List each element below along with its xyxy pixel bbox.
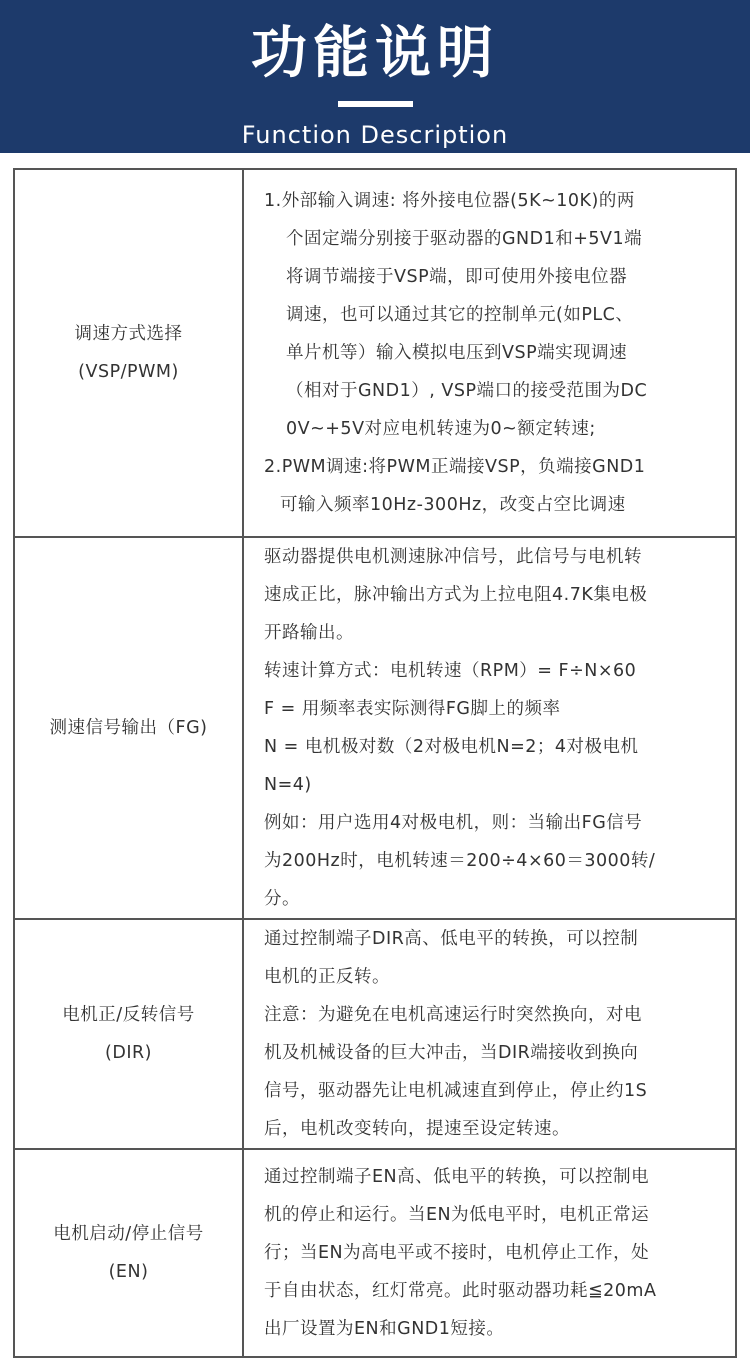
desc-line: 驱动器提供电机测速脉冲信号，此信号与电机转 [264, 547, 642, 567]
row-label [14, 919, 243, 1149]
desc-line: 为200Hz时，电机转速＝200÷4×60＝3000转/ [264, 851, 656, 871]
label-line: (EN) [108, 1262, 149, 1282]
desc-line: 信号，驱动器先让电机减速直到停止，停止约1S [264, 1081, 648, 1101]
table-row [14, 169, 736, 537]
function-table [13, 168, 737, 1358]
desc-line: 机及机械设备的巨大冲击，当DIR端接收到换向 [264, 1043, 639, 1063]
desc-line: F = 用频率表实际测得FG脚上的频率 [264, 699, 561, 719]
row-label [14, 169, 243, 537]
table-row [14, 1149, 736, 1357]
row-label [14, 1149, 243, 1357]
desc-line: 出厂设置为EN和GND1短接。 [264, 1319, 505, 1339]
row-label [14, 537, 243, 919]
desc-line: （相对于GND1）, VSP端口的接受范围为DC [286, 381, 648, 401]
title-divider [338, 101, 413, 107]
desc-line: 单片机等）输入模拟电压到VSP端实现调速 [286, 343, 628, 363]
row-description [243, 537, 736, 919]
label-line: 调速方式选择 [74, 324, 183, 344]
desc-line: 例如：用户选用4对极电机，则：当输出FG信号 [264, 813, 643, 833]
desc-line: 后，电机改变转向，提速至设定转速。 [264, 1119, 570, 1139]
label-line: 电机启动/停止信号 [53, 1224, 204, 1244]
desc-line: 速成正比，脉冲输出方式为上拉电阻4.7K集电极 [264, 585, 648, 605]
desc-line: 电机的正反转。 [264, 967, 390, 987]
desc-line: 通过控制端子EN高、低电平的转换，可以控制电 [264, 1167, 650, 1187]
desc-line: 调速，也可以通过其它的控制单元(如PLC、 [286, 305, 634, 325]
desc-line: 于自由状态，红灯常亮。此时驱动器功耗≦20mA [264, 1281, 657, 1301]
label-line: 测速信号输出（FG) [49, 718, 208, 738]
desc-line: 分。 [264, 889, 300, 909]
desc-line: 可输入频率10Hz-300Hz，改变占空比调速 [280, 495, 626, 515]
desc-line: 1.外部输入调速: 将外接电位器(5K~10K)的两 [264, 191, 635, 211]
desc-line: 将调节端接于VSP端，即可使用外接电位器 [286, 267, 628, 287]
desc-line: 机的停止和运行。当EN为低电平时，电机正常运 [264, 1205, 650, 1225]
page-subtitle: Function Description [241, 121, 509, 149]
row-description [243, 169, 736, 537]
row-description [243, 1149, 736, 1357]
label-line: (DIR) [105, 1043, 152, 1063]
table-row [14, 919, 736, 1149]
row-description [243, 919, 736, 1149]
desc-line: 注意：为避免在电机高速运行时突然换向，对电 [264, 1005, 642, 1025]
desc-line: 转速计算方式：电机转速（RPM）= F÷N×60 [264, 661, 637, 681]
desc-line: 2.PWM调速:将PWM正端接VSP，负端接GND1 [264, 457, 646, 477]
page-title: 功能说明 [251, 21, 499, 86]
desc-line: 通过控制端子DIR高、低电平的转换，可以控制 [264, 929, 639, 949]
desc-line: N=4) [264, 775, 312, 795]
label-line: (VSP/PWM) [78, 362, 179, 382]
desc-line: N = 电机极对数（2对极电机N=2；4对极电机 [264, 737, 639, 757]
label-line: 电机正/反转信号 [62, 1005, 195, 1025]
desc-line: 个固定端分别接于驱动器的GND1和+5V1端 [286, 229, 643, 249]
desc-line: 0V~+5V对应电机转速为0~额定转速; [286, 419, 596, 439]
desc-line: 开路输出。 [264, 623, 354, 643]
header-banner [0, 0, 750, 153]
table-row [14, 537, 736, 919]
desc-line: 行；当EN为高电平或不接时，电机停止工作，处 [264, 1243, 650, 1263]
